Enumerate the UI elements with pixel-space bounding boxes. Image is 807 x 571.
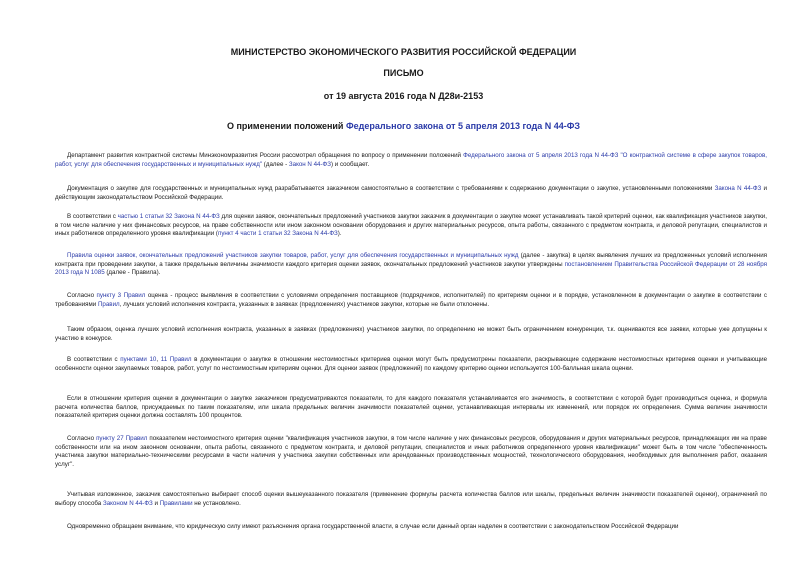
p2-text-2: и действующим законодательством Российской Федерации. <box>55 185 767 201</box>
p3-text-3: ). <box>337 230 342 238</box>
paragraph-3 <box>55 213 767 239</box>
paragraph-6 <box>55 326 767 343</box>
p10-text-1: Учитывая изложенное, заказчик самостоятельно выбирает способ оценки вышеуказанного показателя (применение формулы расчета количества баллов или шкалы, предельных величин значимости показателей оценки), ограничений по выбору способа <box>55 491 767 507</box>
p3-link-article-32[interactable]: частью 1 статьи 32 Закона N 44-ФЗ <box>117 213 220 220</box>
p7-text-2: , <box>156 356 161 363</box>
paragraph-4 <box>55 252 767 278</box>
p5-text-1: Согласно <box>67 292 97 299</box>
p2-link-law[interactable]: Закона N 44-ФЗ <box>714 185 762 192</box>
p1-text-2: (далее - <box>262 160 289 168</box>
paragraph-5 <box>55 292 767 309</box>
p1-link-law-44fz[interactable]: Федерального закона от 5 апреля 2013 года N 44-ФЗ "О контрактной системе в сфере закупок товаров, работ, услуг для обеспечения государственных и муниципальных нужд" <box>55 152 768 168</box>
p5-link-point-3[interactable]: пункту 3 Правил <box>96 292 146 299</box>
p10-text-2: и <box>152 499 160 507</box>
p9-link-point-27[interactable]: пункту 27 Правил <box>96 435 148 442</box>
p10-link-rules[interactable]: Правилами <box>159 499 193 507</box>
paragraph-9 <box>55 435 767 469</box>
subject-law-link[interactable]: Федерального закона от 5 апреля 2013 года N 44-ФЗ <box>345 121 581 131</box>
paragraph-8 <box>55 395 767 421</box>
p10-text-3: не установлено. <box>192 499 241 507</box>
p5-link-rules[interactable]: Правил <box>97 300 120 308</box>
p1-text-1: Департамент развития контрактной системы Минэкономразвития России рассмотрел обращения по вопросу о применении положений <box>67 152 464 159</box>
subject-prefix: О применении положений <box>226 121 346 131</box>
p10-link-law[interactable]: Законом N 44-ФЗ <box>102 499 153 507</box>
p11-text-1: Одновременно обращаем внимание, что юридическую силу имеют разъяснения органа государственной власти, в случае если данный орган наделен в соответствии с законодательством Российской Федерации <box>67 523 679 530</box>
p4-link-resolution-1085[interactable]: постановлением Правительства Российской Федерации от 28 ноября 2013 года N 1085 <box>55 260 767 277</box>
document-subject <box>0 121 807 131</box>
document-date-number: от 19 августа 2016 года N Д28и-2153 <box>323 91 484 101</box>
p7-link-point-10[interactable]: пунктами 10 <box>120 356 157 363</box>
p3-link-point-4[interactable]: пункт 4 части 1 статьи 32 Закона N 44-ФЗ <box>217 230 338 238</box>
p7-text-3: в документации о закупке в отношении нестоимостных критериев оценки могут быть предусмотрены показатели, раскрывающие содержание нестоимостных критериев оценки и учитывающие особенности оценки закупаемых товаров, работ, услуг по нестоимостным критериям оценки. Для оценки заявок (предложений) по каждому критерию оценки используется 100-балльная шкала оценки. <box>55 356 768 372</box>
p1-link-law-short[interactable]: Закон N 44-ФЗ <box>288 160 331 168</box>
p4-link-rules[interactable]: Правила оценки заявок, окончательных предложений участников закупки товаров, работ, услуг для обеспечения государственных и муниципальных нужд <box>67 252 519 259</box>
p4-text-2: (далее - Правила). <box>104 269 161 277</box>
p2-text-1: Документация о закупке для государственных и муниципальных нужд разрабатывается заказчиком самостоятельно в соответствии с требованиями к содержанию документации о закупке, установленными положениями <box>67 185 715 192</box>
p3-text-2: для оценки заявок, окончательных предложений участников закупки заказчик в документации о закупке может устанавливать такой критерий оценки, как квалификация участников закупки, в том числе наличие у них финансовых ресурсов, на праве собственности или ином законном основании оборудования и других материальных ресурсов, опыта работы, связанного с предметом контракта, и деловой репутации, специалистов и иных работников определенного уровня квалификации ( <box>55 213 767 238</box>
p4-text-1: (далее - закупка) в целях выявления лучших из предложенных условий исполнения контракта при проведении закупки, а также предельные величины значимости каждого критерия оценки заявок, окончательных предложений участников закупки утверждены <box>55 252 768 268</box>
p5-text-3: , лучших условий исполнения контракта, указанных в заявках (предложениях) участников закупки, которые не были отклонены. <box>119 300 490 308</box>
paragraph-1 <box>55 152 767 169</box>
p7-text-1: В соответствии с <box>67 356 121 363</box>
document-type: ПИСЬМО <box>383 68 424 78</box>
p5-text-2: оценка - процесс выявления в соответствии с условиями определения поставщиков (подрядчиков, исполнителей) по критериям оценки и в порядке, установленном в документации о закупке в соответствии с требованиями <box>55 292 767 308</box>
paragraph-10 <box>55 491 767 508</box>
p3-text-1: В соответствии с <box>67 213 118 220</box>
paragraph-2 <box>55 185 767 202</box>
p9-text-1: Согласно <box>67 435 97 442</box>
p7-link-point-11[interactable]: 11 Правил <box>160 356 192 363</box>
p6-text-1: Таким образом, оценка лучших условий исполнения контракта, указанных в заявках (предложениях) участников закупки, по определению не может быть ограничением конкуренции, т.к. оцениваются все заявки, которые уже допущены к участию в конкурсе. <box>55 326 767 342</box>
ministry-heading: МИНИСТЕРСТВО ЭКОНОМИЧЕСКОГО РАЗВИТИЯ РОССИЙСКОЙ ФЕДЕРАЦИИ <box>230 47 577 57</box>
paragraph-7 <box>55 356 767 373</box>
p8-text-1: Если в отношении критерия оценки в документации о закупке заказчиком предусматриваются показатели, то для каждого показателя устанавливается его значимость, в соответствии с которой будет производиться оценка, и формула расчета количества баллов, присуждаемых по таким показателям, или шкала предельных величин значимости показателей оценки, устанавливающая интервалы их изменений, или порядок их определения. Сумма величин значимости показателей критерия оценки должна составлять 100 процентов. <box>55 395 767 420</box>
paragraph-11 <box>55 523 767 532</box>
p1-text-3: ) и сообщает. <box>331 160 370 168</box>
p9-text-2: показателем нестоимостного критерия оценки "квалификация участников закупки, в том числе наличие у них финансовых ресурсов, оборудования и других материальных ресурсов, принадлежащих им на праве собственности или на ином законном основании, опыта работы, связанного с предметом контракта, и деловой репутации, специалистов и иных работников определенного уровня квалификации" может быть в том числе "обеспеченность участника закупки материально-техническими ресурсами в части наличия у участника закупки собственных или арендованных производственных мощностей, технологического оборудования, необходимых для выполнения работ, оказания услуг". <box>55 435 767 468</box>
